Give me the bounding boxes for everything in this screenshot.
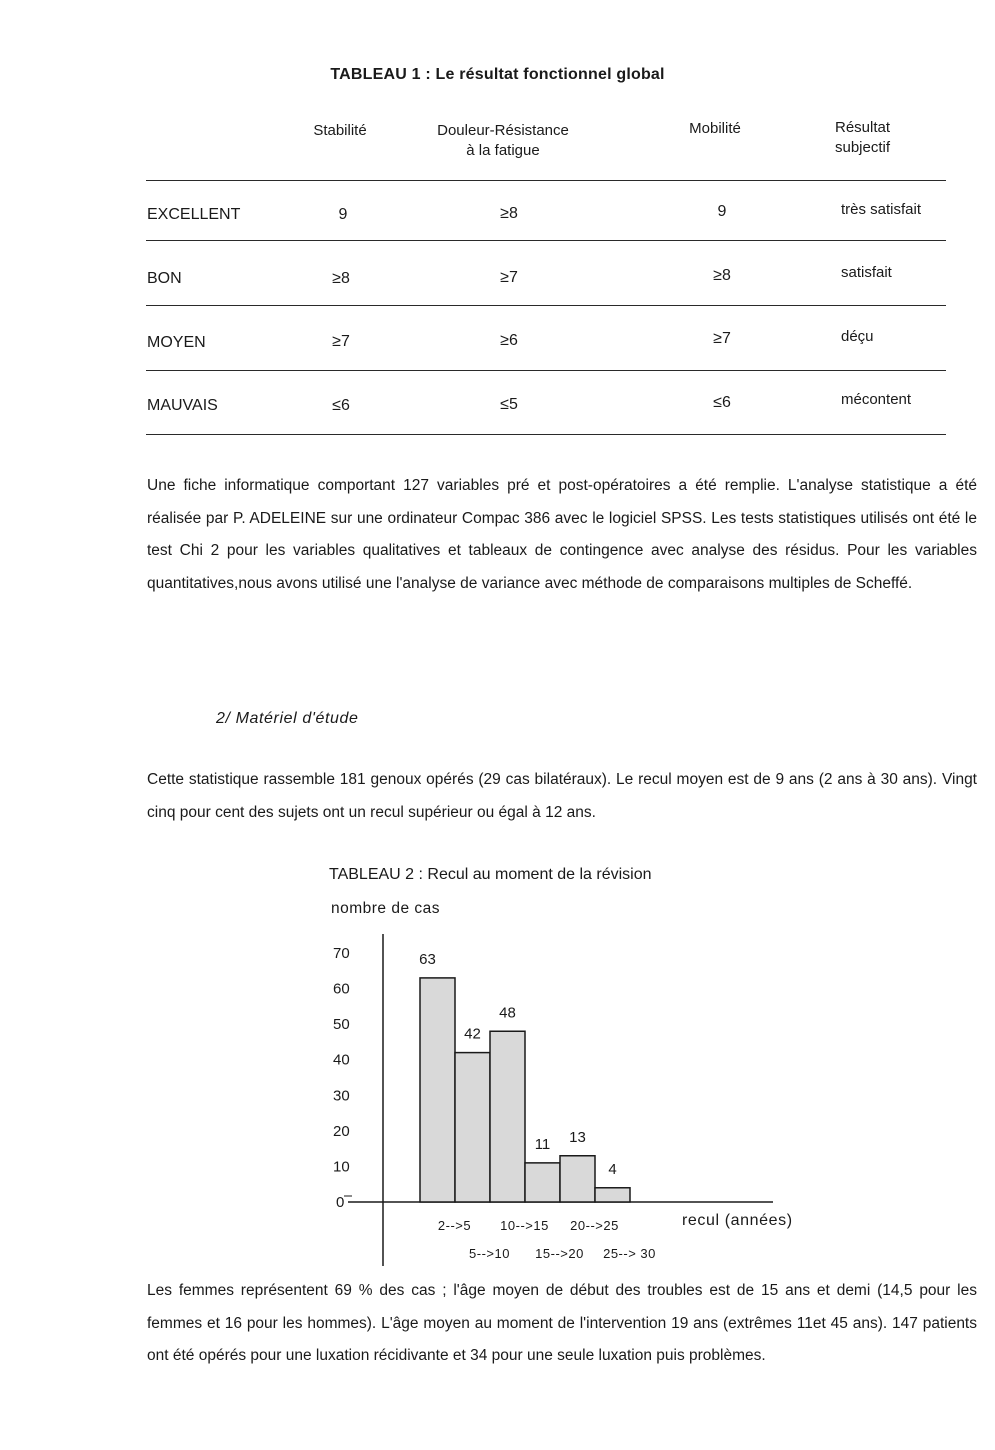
paragraph-methodology: Une fiche informatique comportant 127 variables pré et post-opératoires a été remplie. L'analyse statistique a été réalisée par P. ADELEINE sur une ordinateur Compac 386 avec le logiciel SPSS. Les tests statistiques utilisés ont été le test Chi 2 pour les variables qualitatives et tableaux de contingence avec analyse des résidus. Pour les variables quantitatives,nous avons utilisé une l'analyse de variance avec méthode de comparaisons multiples de Scheffé. xyxy=(147,477,977,592)
table1-header-stabilite: Stabilité xyxy=(313,122,367,139)
bar-data-label: 42 xyxy=(464,1025,481,1043)
table1-header-mobilite: Mobilité xyxy=(689,120,741,137)
table1-cell: ≥8 xyxy=(332,270,350,287)
table1-cell: ≤6 xyxy=(332,397,350,414)
table1-cell: déçu xyxy=(841,328,874,345)
table1-cell: ≥6 xyxy=(500,332,518,349)
table1-cell: ≥7 xyxy=(332,333,350,350)
y-tick-label: 50 xyxy=(333,1016,350,1034)
y-tick-label: 30 xyxy=(333,1087,350,1105)
table1-rule xyxy=(146,305,946,306)
bar-data-label: 63 xyxy=(419,950,436,968)
table1-cell: ≥8 xyxy=(713,267,731,284)
x-tick-label: 5-->10 xyxy=(469,1246,510,1261)
bar xyxy=(525,1163,560,1202)
bar xyxy=(595,1188,630,1202)
y-tick-label: 40 xyxy=(333,1051,350,1069)
paragraph-material: Cette statistique rassemble 181 genoux opérés (29 cas bilatéraux). Le recul moyen est de 9 ans (2 ans à 30 ans). Vingt cinq pour cent des sujets ont un recul supérieur ou égal à 12 ans. xyxy=(147,771,977,821)
table1-row-label-bon: BON xyxy=(147,270,182,287)
table1-row-label-moyen: MOYEN xyxy=(147,334,206,351)
table1-header-subjectif: Résultat subjectif xyxy=(835,119,891,156)
x-axis-label: recul (années) xyxy=(682,1212,793,1229)
bar-data-label: 4 xyxy=(608,1160,617,1178)
paragraph-demographics: Les femmes représentent 69 % des cas ; l'âge moyen de début des troubles est de 15 ans et demi (14,5 pour les femmes et 16 pour les hommes). L'âge moyen au moment de l'intervention 19 ans (extrêmes 11et 45 ans). 147 patients ont été opérés pour une luxation récidivante et 34 pour une seule luxation puis problèmes. xyxy=(147,1282,977,1364)
bar xyxy=(490,1031,525,1202)
bar xyxy=(560,1156,595,1202)
chart-y-axis-label: nombre de cas xyxy=(331,900,441,917)
table1-cell: mécontent xyxy=(841,391,912,408)
section-title: 2/ Matériel d'étude xyxy=(216,710,359,727)
table1-rule xyxy=(146,240,946,241)
chart-recul xyxy=(300,920,860,1270)
table1-cell: ≥8 xyxy=(500,205,518,222)
table1-cell: satisfait xyxy=(841,264,892,281)
y-tick-label: 0 xyxy=(336,1194,345,1211)
table1-rule xyxy=(146,180,946,181)
bar xyxy=(420,978,455,1202)
table1-rule xyxy=(146,434,946,435)
bar-data-label: 11 xyxy=(534,1135,551,1153)
x-tick-label: 10-->15 xyxy=(500,1218,549,1233)
y-tick-label: 10 xyxy=(333,1158,350,1176)
table1-row-label-excellent: EXCELLENT xyxy=(147,206,241,223)
table1-row-label-mauvais: MAUVAIS xyxy=(147,397,218,414)
table1-cell: ≤6 xyxy=(713,394,731,411)
x-tick-label: 2-->5 xyxy=(437,1218,472,1233)
bar-data-label: 13 xyxy=(569,1128,586,1146)
bar xyxy=(455,1053,490,1202)
y-tick-label: 20 xyxy=(333,1122,350,1140)
x-tick-label: 15-->20 xyxy=(535,1246,584,1261)
x-tick-label: 20-->25 xyxy=(570,1218,619,1233)
table1-cell: très satisfait xyxy=(841,201,922,218)
table1-cell: 9 xyxy=(717,203,727,220)
chart-title: TABLEAU 2 : Recul au moment de la révision xyxy=(329,866,652,883)
y-tick-label: 60 xyxy=(333,980,350,998)
table1-cell: 9 xyxy=(338,206,348,223)
table1-cell: ≤5 xyxy=(500,396,518,413)
y-tick-label: 70 xyxy=(333,945,350,962)
table1-cell: ≥7 xyxy=(713,330,731,347)
bar-data-label: 48 xyxy=(499,1004,516,1022)
table1-cell: ≥7 xyxy=(500,269,518,286)
x-tick-label: 25--> 30 xyxy=(603,1246,656,1261)
table1-header-douleur: Douleur-Résistance à la fatigue xyxy=(437,122,569,159)
table1-title: TABLEAU 1 : Le résultat fonctionnel global xyxy=(330,66,665,83)
table1-rule xyxy=(146,370,946,371)
